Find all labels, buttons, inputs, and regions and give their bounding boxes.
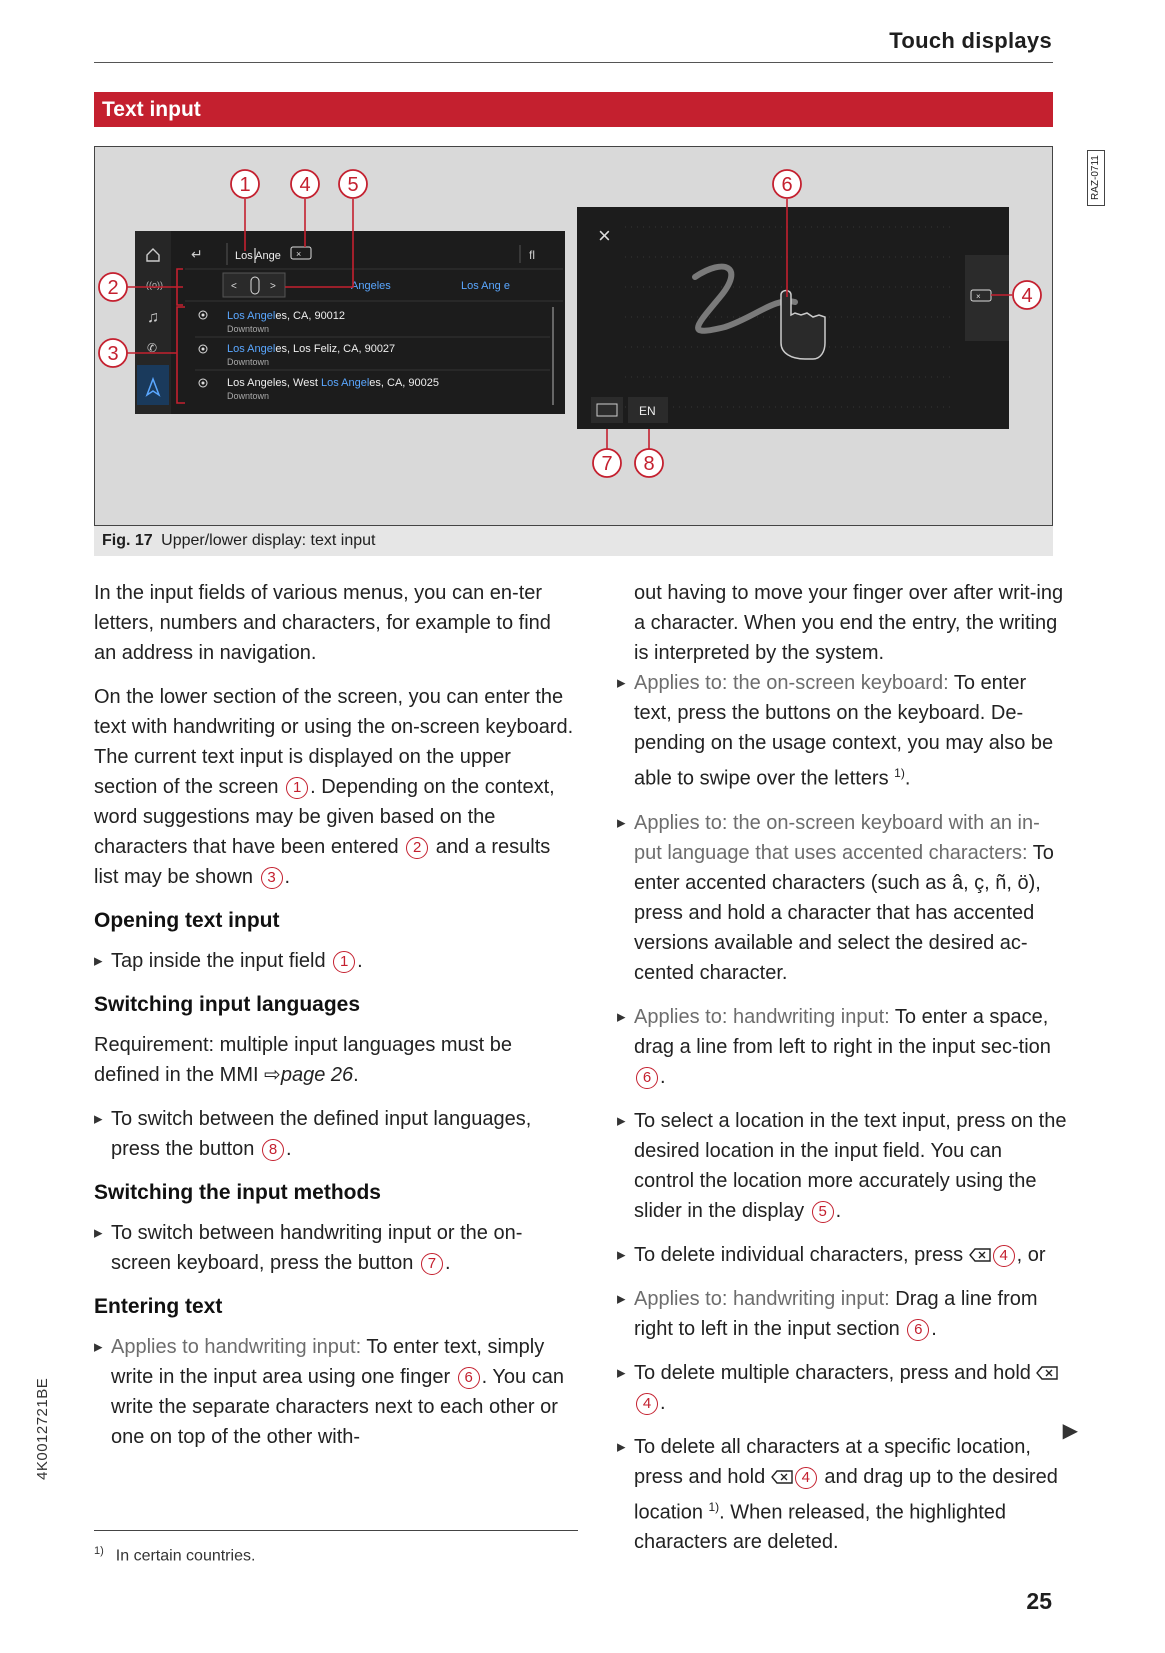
- location-icon-dot: [202, 348, 205, 351]
- callout-1-label: 1: [239, 174, 251, 196]
- result-2-line1: Los Angeles, Los Feliz, CA, 90027: [227, 343, 396, 355]
- footnote-ref: 1): [894, 766, 905, 780]
- backspace-icon: [1036, 1366, 1058, 1380]
- page-number: 25: [1026, 1588, 1052, 1614]
- bullet-delete-all-end: . When released, the highlighted characters are deleted.: [634, 1501, 1007, 1554]
- bullet-select-text: To select a location in the text input, press on the desired location in the input field. You can control the location more accurately using the slider in the display: [634, 1109, 1067, 1222]
- callout-2-label: 2: [107, 277, 119, 299]
- callout-4-label: 4: [299, 174, 311, 196]
- bullet-delete-multiple: ▸ To delete multiple characters, press and hold 4 .: [617, 1358, 1067, 1418]
- intro-text: In the input fields of various menus, you can en-ter letters, numbers and characters, for example to find an address in navigation.: [94, 582, 551, 664]
- entering-condition: Applies to handwriting input:: [111, 1336, 362, 1358]
- bullet-space: ▸ Applies to: handwriting input: To enter a space, drag a line from left to right in the input sec-tion 6 .: [617, 1002, 1067, 1092]
- slider-left: <: [231, 281, 237, 292]
- bullet-keyboard-condition: Applies to: the on-screen keyboard:: [634, 672, 949, 694]
- result-3-line2: Downtown: [227, 391, 270, 401]
- opening-text: Tap inside the input field: [111, 950, 332, 972]
- footnote-mark: 1): [94, 1545, 104, 1557]
- bullet-accented: [617, 808, 1067, 988]
- intro-paragraph: [94, 578, 578, 668]
- bullet-delete-drag-condition: Applies to: handwriting input:: [634, 1287, 890, 1310]
- section-title: Text input: [94, 92, 1053, 127]
- ref-4: 4: [636, 1393, 658, 1415]
- footnote-ref: 1): [708, 1499, 720, 1514]
- switch-method-text: To switch between handwriting input or the on-screen keyboard, press the button: [111, 1222, 523, 1274]
- bullet-delete-text: To delete individual characters, press: [634, 1243, 969, 1266]
- footnote-rule: [94, 1530, 578, 1531]
- callout-7-label: 7: [601, 453, 613, 475]
- ref-3: 3: [261, 867, 283, 889]
- screen-text-c: and a results list may be shown: [94, 836, 551, 888]
- bullet-select-location: ▸ To select a location in the text input, press on the desired location in the input field. You can control the location more accurately using the slider in the display 5 .: [617, 1106, 1067, 1226]
- bullet-accented-condition: Applies to: the on-screen keyboard with an in-put language that uses accented characters:: [634, 811, 1040, 864]
- ref-6: 6: [458, 1367, 480, 1389]
- bullet-delete-all-text: To delete all characters at a specific location, press and hold: [634, 1435, 1031, 1488]
- delete-button-panel: [965, 255, 1009, 341]
- suggestion-2: Los Ang e: [461, 280, 510, 292]
- backspace-icon: [969, 1248, 991, 1262]
- callout-8-label: 8: [643, 453, 655, 475]
- continued-body: out having to move your finger over after writ-ing a character. When you end the entry, the writing is interpreted by the system.: [634, 582, 1064, 664]
- arrow-link-icon: ⇨: [264, 1064, 281, 1086]
- figure-code: RAZ-0711: [1087, 150, 1105, 206]
- location-icon-dot: [202, 382, 205, 385]
- language-label: EN: [639, 404, 656, 418]
- footnote-text: In certain countries.: [115, 1547, 256, 1565]
- screen-text-b: . Depending on the context, word suggestions may be given based on the characters that have been entered: [94, 776, 555, 858]
- ref-7: 7: [421, 1253, 443, 1275]
- footnote: [94, 1545, 255, 1565]
- bullet-accented-text: To enter accented characters (such as â, ç, ñ, ö), press and hold a character that has accented versions available and select the desired ac-cented character.: [634, 841, 1054, 984]
- opening-bullet: ▸ Tap inside the input field 1 .: [94, 946, 578, 976]
- heading-switch-lang: Switching input languages: [94, 993, 361, 1016]
- radio-icon: ((o)): [146, 280, 163, 290]
- back-icon: ↵: [191, 246, 203, 262]
- caption-label: Fig. 17: [102, 532, 153, 549]
- entering-text-a: To enter text, simply write in the input area using one finger: [111, 1336, 545, 1388]
- text-input-field: Los Ange: [235, 250, 281, 262]
- entering-bullet: [94, 1332, 578, 1452]
- running-header: Touch displays: [889, 28, 1052, 53]
- requirement: Requirement: multiple input languages must be defined in the MMI ⇨page 26.: [94, 1034, 513, 1086]
- slider-right: >: [270, 281, 276, 292]
- ref-5: 5: [812, 1201, 834, 1223]
- bullet-space-condition: Applies to: handwriting input:: [634, 1005, 890, 1028]
- entering-text-b: . You can write the separate characters next to each other or one on top of the other with-: [111, 1366, 564, 1448]
- switch-method-bullet: ▸ To switch between handwriting input or the on-screen keyboard, press the button 7 .: [94, 1218, 578, 1278]
- keyboard-button: [591, 397, 623, 423]
- backspace-x: ×: [976, 292, 981, 301]
- result-1-line1: Los Angeles, CA, 90012: [227, 310, 346, 322]
- bullet-delete-single: [617, 1240, 1067, 1270]
- heading-entering: Entering text: [94, 1295, 223, 1318]
- callout-4b-label: 4: [1021, 285, 1033, 307]
- callout-5-label: 5: [347, 174, 359, 196]
- right-column: [617, 578, 1067, 1571]
- bullet-delete-tail: , or: [1016, 1243, 1046, 1266]
- ref-2: 2: [406, 837, 428, 859]
- result-3-line1: Los Angeles, West Los Angeles, CA, 90025: [227, 377, 440, 389]
- page-link[interactable]: page 26: [280, 1064, 354, 1086]
- phone-icon: ✆: [147, 341, 158, 355]
- ref-1: 1: [286, 777, 308, 799]
- heading-opening: Opening text input: [94, 909, 280, 932]
- location-icon-dot: [202, 314, 205, 317]
- music-icon: ♫: [147, 309, 159, 326]
- handwriting-icon: ﬂ: [529, 248, 535, 262]
- screen-text-a: On the lower section of the screen, you can enter the text with handwriting or using the on-screen keyboard. The current text input is displayed on the upper section of the screen: [94, 686, 574, 798]
- figure-illustration: [95, 147, 1052, 525]
- heading-switch-method: Switching the input methods: [94, 1181, 381, 1204]
- close-icon: ×: [598, 223, 611, 248]
- requirement-text: Requirement: multiple input languages must be defined in the MMI: [94, 1034, 513, 1086]
- bullet-space-text: To enter a space, drag a line from left to right in the input sec-tion: [634, 1005, 1051, 1058]
- switch-lang-bullet: ▸ To switch between the defined input languages, press the button 8 .: [94, 1104, 578, 1164]
- backspace-x: ×: [296, 249, 302, 259]
- suggestion-1: Angeles: [351, 280, 391, 292]
- callout-6-label: 6: [781, 174, 793, 196]
- screen-paragraph: On the lower section of the screen, you can enter the text with handwriting or using the on-screen keyboard. The current text input is displayed on the upper section of the screen 1 . Depending on the context, word suggestions may be given based on the characters that have been entered 2 and a results list may be shown 3 .: [94, 686, 574, 888]
- result-1-line2: Downtown: [227, 324, 270, 334]
- bullet-delete-all: [617, 1432, 1067, 1558]
- backspace-icon: [771, 1470, 793, 1484]
- bullet-keyboard-text: To enter text, press the buttons on the keyboard. De-pending on the usage context, you may also be able to swipe over the letters: [634, 672, 1054, 790]
- ref-8: 8: [262, 1139, 284, 1161]
- ref-6: 6: [907, 1319, 929, 1341]
- figure-caption: [94, 526, 1053, 556]
- switch-lang-text: To switch between the defined input languages, press the button: [111, 1108, 532, 1160]
- document-code: 4K0012721BE: [34, 1377, 51, 1480]
- ref-4: 4: [993, 1245, 1015, 1267]
- ref-4: 4: [795, 1467, 817, 1489]
- result-2-line2: Downtown: [227, 357, 270, 367]
- callout-3-label: 3: [107, 343, 119, 365]
- figure-17: [94, 146, 1053, 526]
- bullet-delete-all-mid: and drag up to the desired location: [634, 1465, 1058, 1524]
- nav-button-active: [137, 365, 169, 405]
- bullet-keyboard: ▸ Applies to: the on-screen keyboard: To enter text, press the buttons on the keyboard. De-pending on the usage context, you may also be able to swipe over the letters $^{1)}$.: [617, 668, 1067, 794]
- continued-text: [617, 578, 1067, 668]
- bullet-delete-drag: ▸ Applies to: handwriting input: Drag a line from right to left in the input section 6 .: [617, 1284, 1067, 1344]
- caption-text: Upper/lower display: text input: [161, 532, 376, 549]
- left-column: [94, 578, 578, 1466]
- bullet-delete-drag-text: Drag a line from right to left in the input section: [634, 1287, 1038, 1340]
- ref-1: 1: [333, 951, 355, 973]
- bullet-delete-multiple-text: To delete multiple characters, press and hold: [634, 1361, 1037, 1384]
- ref-6: 6: [636, 1067, 658, 1089]
- header-rule: [94, 62, 1053, 63]
- continue-arrow-icon: ▶: [1062, 1420, 1078, 1442]
